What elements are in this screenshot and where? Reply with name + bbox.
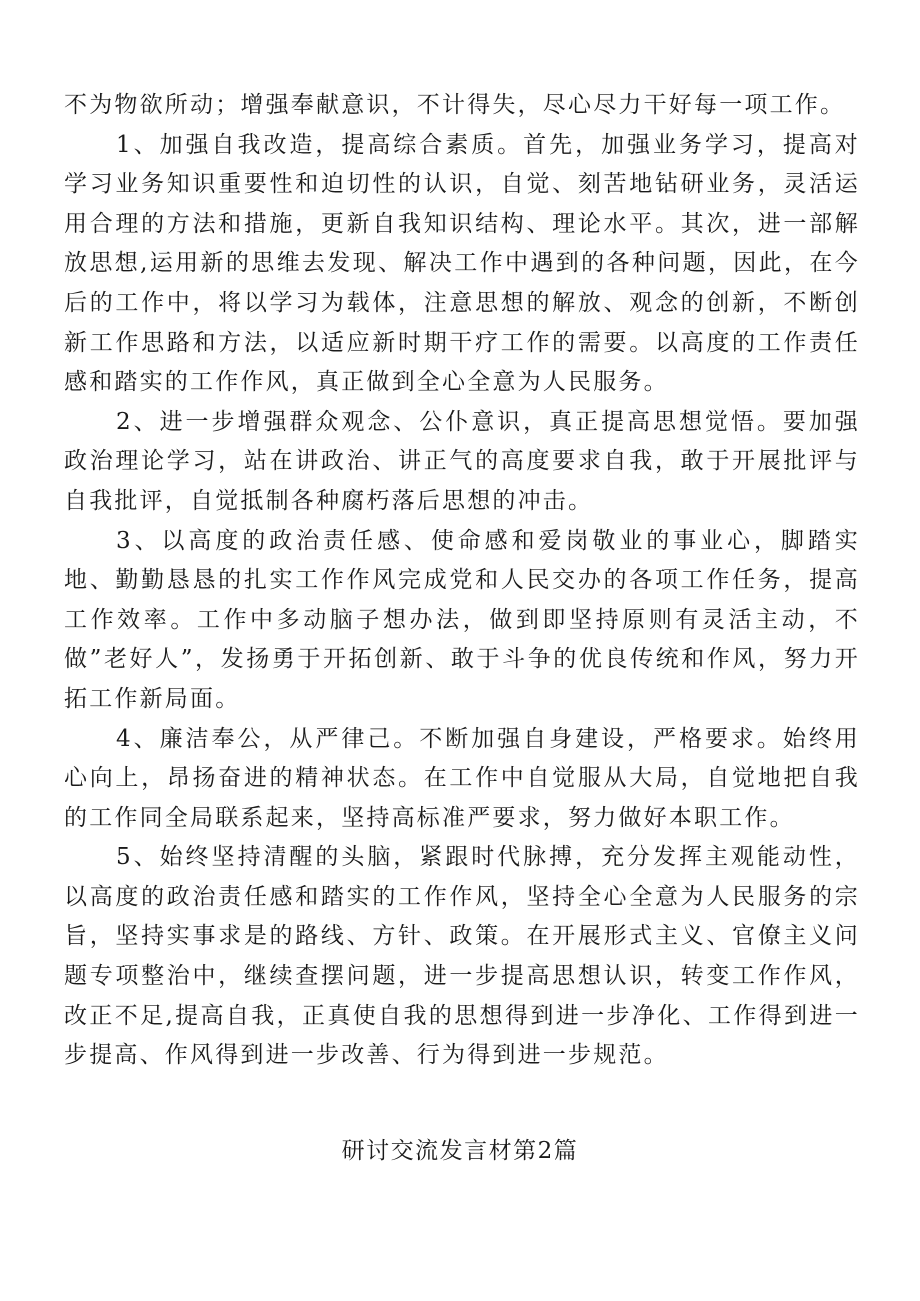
paragraph-item-5: 5、始终坚持清醒的头脑，紧跟时代脉搏，充分发挥主观能动性，以高度的政治责任感和踏实的工作作风，坚持全心全意为人民服务的宗旨，坚持实事求是的路线、方针、政策。在开展形式主义、官僚主义问题专项整治中，继续查摆问题，进一步提高思想认识，转变工作作风，改正不足,提高自我，正真使自我的思想得到进一步净化、工作得到进一步提高、作风得到进一步改善、行为得到进一步规范。 — [64, 844, 860, 1069]
paragraph-item-4: 4、廉洁奉公，从严律己。不断加强自身建设，严格要求。始终用心向上，昂扬奋进的精神状态。在工作中自觉服从大局，自觉地把自我的工作同全局联系起来，坚持高标准严要求，努力做好本职工作。 — [64, 725, 860, 831]
body-text — [64, 86, 860, 1076]
paragraph-item-1: 1、加强自我改造，提高综合素质。首先，加强业务学习，提高对学习业务知识重要性和迫切性的认识，自觉、刻苦地钻研业务，灵活运用合理的方法和措施，更新自我知识结构、理论水平。其次，进一部解放思想,运用新的思维去发现、解决工作中遇到的各种问题，因此，在今后的工作中，将以学习为载体，注意思想的解放、观念的创新，不断创新工作思路和方法，以适应新时期干疗工作的需要。以高度的工作责任感和踏实的工作作风，真正做到全心全意为人民服务。 — [64, 131, 860, 396]
paragraph-item-3: 3、以高度的政治责任感、使命感和爱岗敬业的事业心，脚踏实地、勤勤恳恳的扎实工作作风完成党和人民交办的各项工作任务，提高工作效率。工作中多动脑子想办法，做到即坚持原则有灵活主动，不做”老好人”，发扬勇于开拓创新、敢于斗争的优良传统和作风，努力开拓工作新局面。 — [64, 527, 860, 712]
paragraph-continuation: 不为物欲所动；增强奉献意识，不计得失，尽心尽力干好每一项工作。 — [64, 92, 846, 118]
section-title: 研讨交流发言材第2篇 — [341, 1138, 579, 1164]
paragraph-item-2: 2、进一步增强群众观念、公仆意识，真正提高思想觉悟。要加强政治理论学习，站在讲政治、讲正气的高度要求自我，敢于开展批评与自我批评，自觉抵制各种腐朽落后思想的冲击。 — [64, 408, 860, 514]
